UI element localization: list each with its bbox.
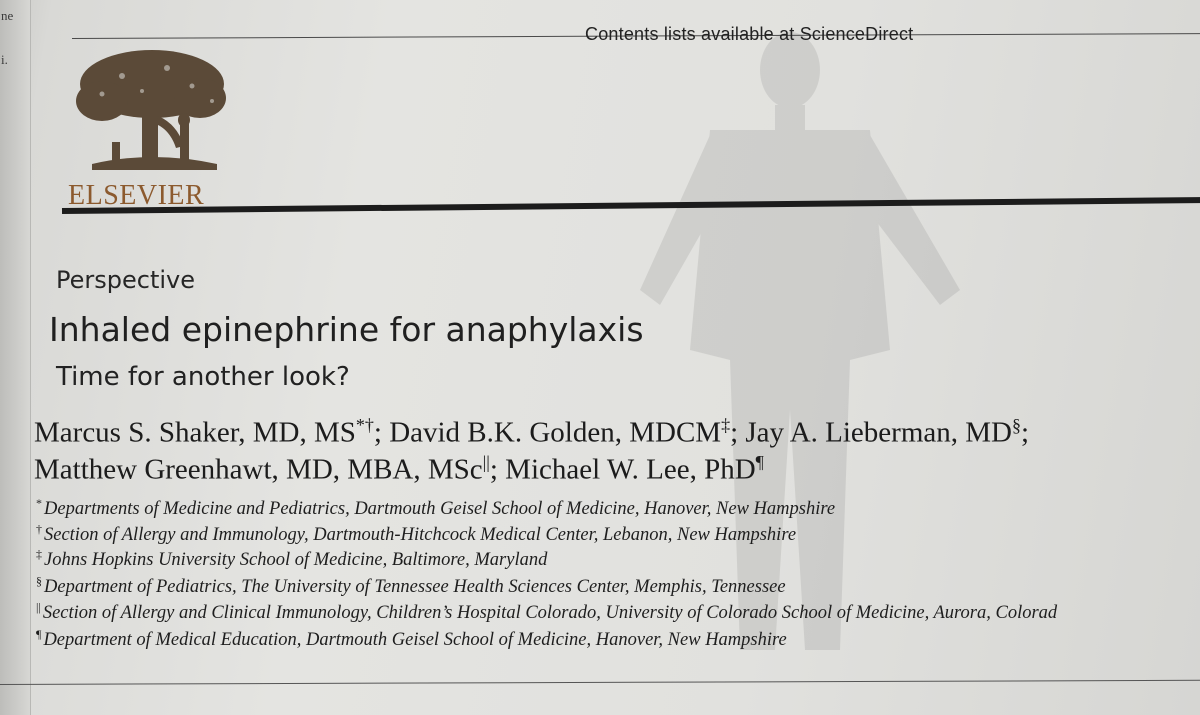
affiliation-mark: ||: [36, 600, 41, 614]
author-name: Michael W. Lee, PhD: [505, 453, 756, 486]
sciencedirect-header: Contents lists available at ScienceDirect: [585, 24, 914, 44]
affiliation-text: Department of Medical Education, Dartmouth Geisel School of Medicine, Hanover, New Hampshire: [43, 630, 787, 651]
affiliation-mark: §: [36, 574, 42, 588]
affiliation: [36, 627, 787, 651]
author-marks: ¶: [755, 452, 764, 472]
gutter-fragment: ne: [1, 8, 14, 23]
affiliation: [36, 547, 547, 571]
author-name: David B.K. Golden, MDCM: [389, 416, 722, 449]
affiliation: [36, 522, 796, 546]
gutter-fragment: i.: [1, 52, 8, 67]
affiliation: [36, 496, 835, 520]
facing-page-gutter: [0, 0, 31, 715]
affiliation-mark: ¶: [36, 627, 42, 641]
author-name: Marcus S. Shaker, MD, MS: [34, 416, 356, 449]
affiliation-mark: *: [36, 496, 42, 510]
affiliation-text: Departments of Medicine and Pediatrics, Dartmouth Geisel School of Medicine, Hanover, New Hampshire: [44, 499, 836, 520]
author-marks: §: [1011, 415, 1021, 435]
author-marks: *†: [355, 415, 374, 435]
affiliation-mark: †: [36, 522, 42, 536]
affiliation-text: Section of Allergy and Immunology, Dartmouth-Hitchcock Medical Center, Lebanon, New Hampshire: [44, 525, 797, 546]
affiliation-text: Section of Allergy and Clinical Immunology, Children’s Hospital Colorado, University of Colorado School of Medicine, Aurora, Colorad: [42, 603, 1058, 624]
author-marks: ||: [482, 452, 490, 472]
elsevier-wordmark: ELSEVIER: [68, 180, 205, 211]
article-subtitle: Time for another look?: [56, 362, 350, 392]
author-line-2: [34, 452, 764, 487]
author-separator: ;: [730, 416, 739, 449]
author-name: Matthew Greenhawt, MD, MBA, MSc: [34, 453, 483, 486]
affiliation-text: Johns Hopkins University School of Medicine, Baltimore, Maryland: [44, 550, 548, 571]
author-line-1: [34, 415, 1029, 450]
author-separator: ;: [489, 453, 498, 486]
author-marks: ‡: [721, 415, 731, 435]
author-separator: ;: [1020, 416, 1030, 449]
affiliation-mark: ‡: [36, 547, 42, 561]
elsevier-tree-logo: [72, 46, 232, 186]
article-type: Perspective: [56, 266, 195, 294]
affiliation-text: Department of Pediatrics, The University of Tennessee Health Sciences Center, Memphis, Tennessee: [44, 577, 786, 598]
author-separator: ;: [373, 416, 382, 449]
affiliation: [36, 600, 1057, 624]
affiliation: [36, 574, 786, 598]
author-name: Jay A. Lieberman, MD: [745, 416, 1012, 449]
article-title: Inhaled epinephrine for anaphylaxis: [49, 310, 644, 349]
